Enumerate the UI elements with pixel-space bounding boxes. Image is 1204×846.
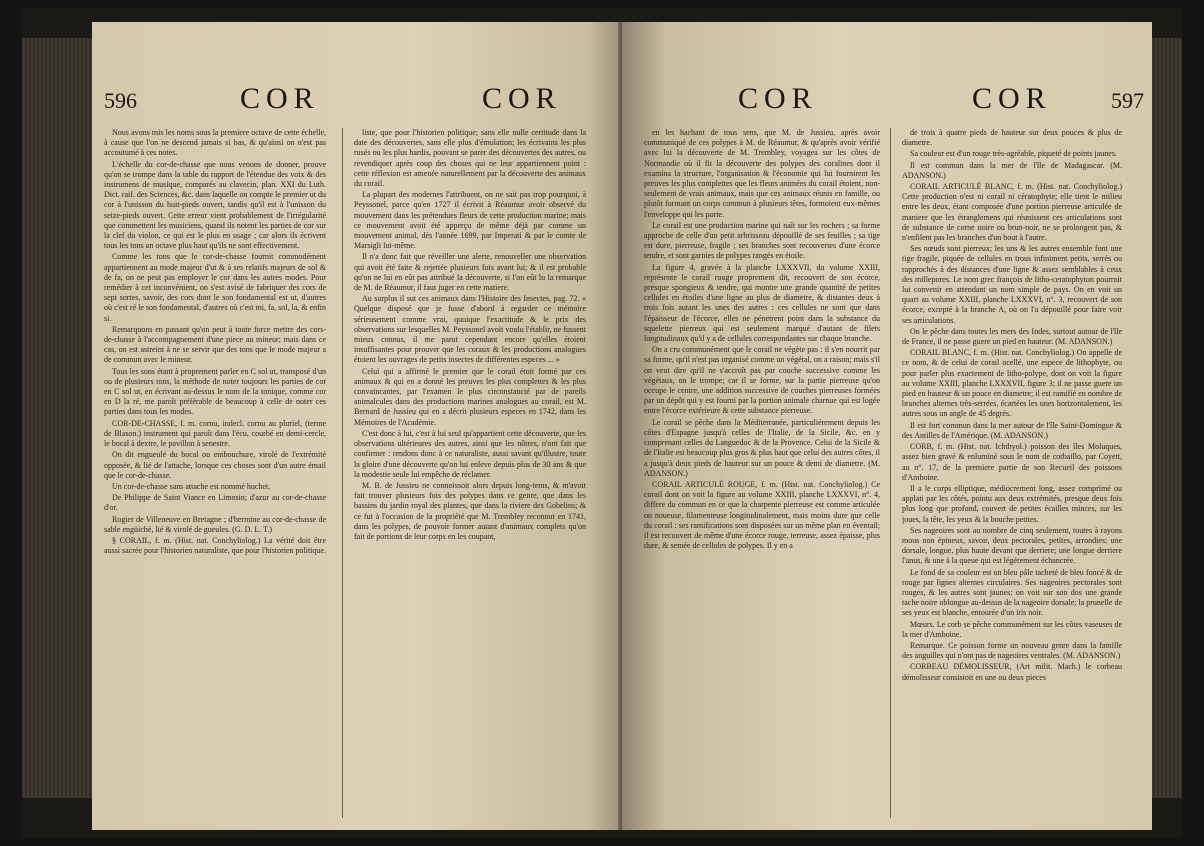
paragraph: Celui qui a affirmé le premier que le corail étoit formé par ces animaux & qui en a donné les preuves les plus complettes & les plus convaincantes, par l'examen le plus circonstancié par de pareils animalcules dans des productions marines analogues au corail, est M. Bernard de Jussieu qui en a décrit plusieurs especes en 1742, dans les Mémoires de l'Académie.: [354, 366, 586, 427]
left-column-divider: [342, 128, 343, 818]
paragraph: Au surplus il sut ces animaux dans l'Histoire des Insectes, pag. 72. « Quelque disposé que je fusse d'abord à regarder ce mémoire sérieusement comme vrai, quoique l'exactitude & le prix des observations sur lesquelles M. Peyssonel avoit voulu l'établir, ne fussent mieux connus, il me parut cependant encore qu'elles étoient insuffisantes pour prouver que les coraux & les productions analogues étoient les ouvrages de petits insectes de différentes especes ... »: [354, 294, 586, 365]
paragraph: Il n'a donc fait que réveiller une alerte, renouveller une observation qui avoit été faite & rejettée plusieurs fois avant lui; & il est probable qu'on ne lui en eût pas attribué la découverte, si l'on eût lu la remarque de M. de Réaumur, il faut juger en cette matiere.: [354, 252, 586, 293]
paragraph: Tous les sons étant à proprement parler en C sol ut, transposé d'un ou de plusieurs tons, la méthode de noter toujours les parties de cor en C sol ut, en écrivant au-dessus le nom de la tonique, comme cor en D la ré, me paroît préférable de beaucoup à celle de noter ces parties dans tous les modes.: [104, 366, 326, 417]
left-page-column-2: [354, 128, 586, 818]
paragraph: Un cor-de-chasse sans attache est nommé huchet.: [112, 481, 271, 491]
paragraph: CORAIL BLANC, f. m. (Hist. nat. Conchyliolog.) On appelle de ce nom, & de celui de corail ocellé, une espece de lithophyte, ou pour parler plus exactement de litho-polype, dont on voit la figure au volume XXIII, planche LXXXVII, figure 3; il ne passe guere un pied en hauteur & un pouce en diametre; il est ramifié en nombre de branches alternes très-serrées, écartées les unes horizontalement, les autres sous un angle de 45 degrés.: [902, 348, 1122, 419]
right-page-header: [622, 82, 1152, 118]
paragraph: La figure 4, gravée à la planche LXXXVII, du volume XXIII, représente le corail rouge proprement dit, recouvert de son écorce, presque spongieux & tendre, qui montre une grande quantité de petites cellules en étoiles d'une ligne au plus de diametre, & distantes deux à trois fois autant les unes des autres : ces cellules ne sont que dans l'épaisseur de l'écorce, elles ne pénetrent point dans la substance du squelette pierreux qui est seulement marqué d'autant de filets longitudinaux qu'il y a de cellules correspondantes sur chaque branche.: [644, 262, 880, 344]
left-page-number: 596: [104, 88, 137, 113]
paragraph: Remarquons en passant qu'on peut à toute force mettre des cors-de-chasse à l'accompagnement d'une piece au mineur; mais dans ce cas, on est astreint à ne se servir que des tons que le mode majeur a de commun avec le mineur.: [104, 324, 326, 365]
paragraph: liste, que pour l'historien politique; sans elle nulle certitude dans la date des découvertes, sans elle plus d'émulation; les écrivains les plus rusés ou les plus hardis, pouvant se parer des découvertes des autres, ou revendiquer après coup des choses qui ne leur appartiennent point : cette réflexion est amenée naturellement par la découverte des animaux du corail.: [354, 128, 586, 189]
paragraph: COR-DE-CHASSE, f. m. cornu, indecl. cornu au pluriel, (terme de Blason.) instrument qui paroît dans l'écu, courbé en demi-cercle, le bocal à dextre, le pavillon à senestre.: [104, 418, 326, 449]
paragraph: Ses nœuds sont pierreux; les uns & les autres ensemble font une tige fragile, piquée de cellules en trous infiniment petits, serrés ou rapprochés à des distances d'une ligne & assez semblables à ceux des millepores. Le nom grec françois de litho-ceratophyton pourroit lui convenir en attendant un nom simple de pays. On en voit un quart au volume XXIII, planche LXXXVI, n°. 3, recouvert de son écorce, excepté à la branche A, où on l'a dépouillé pour faire voir ses articulations.: [902, 244, 1122, 325]
paragraph: Comme les tons que le cor-de-chasse fournit commodément appartiennent au mode majeur d'ut & à ses relatifs majeurs de sol & de fa, on ne peut pas employer le cor dans les autres modes. Pour remédier à cet inconvénient, on s'est avisé de fabriquer des cors de sept sortes, savoir, des cors dont le son fondamental est ut, d'autres où c'est ré le son fondamental, d'autres où c'est mi, fa, sol, la, & enfin si.: [104, 252, 326, 323]
paragraph: Il est fort commun dans la mer autour de l'île Saint-Domingue & des Antilles de l'Amérique. (M. ADANSON.): [902, 420, 1122, 440]
paragraph: De Philippe de Saint Viance en Limosin; d'azur au cor-de-chasse d'or.: [104, 493, 326, 513]
paragraph: On le pêche dans toutes les mers des Indes, surtout autour de l'île de France, il ne passe guere un pied en hauteur. (M. ADANSON.): [902, 326, 1122, 347]
paragraph: On a cru communément que le corail ne végète pas : il s'en nourrit par sa forme, qu'il n'est pas organisé comme un végétal, on a raison; mais s'il on veut dire qu'il ne s'accroît pas par couche successive comme les végétaux, on le trompe; car il se forme, sur la partie pierreuse qu'on occupe le centre, une addition successive de couches pierreuses formées par un dépôt qui y est fourni par la portion animale charnue qui est logée entre l'écorce extérieure & cette substance pierreuse.: [644, 345, 880, 416]
right-page-column-1: [644, 128, 880, 818]
left-page: [92, 22, 632, 830]
paragraph: CORBEAU DÉMOLISSEUR, (Art milit. Mach.) le corbeau démolisseur consistoit en une ou deux pieces: [902, 662, 1122, 682]
paragraph: Nous avons mis les noms sous la premiere octave de cette échelle, à cause que l'on ne descend jamais si bas, & qu'ainsi on n'est pas accoutumé à ces notes.: [104, 128, 326, 158]
paragraph: Remarque. Ce poisson forme un nouveau genre dans la famille des anguilles qui n'ont pas de nageoires ventrales. (M. ADANSON.): [902, 640, 1122, 661]
paragraph: Le corail est une production marine qui naît sur les rochers ; sa forme approche de celle d'un petit arbrisseau dépouillé de ses feuilles ; sa tige est dure, pierreuse, fragile ; ses branches sont recouvertes d'une écorce tendre, et sont garnies de polypes rangés en étoile.: [644, 220, 880, 261]
left-page-edges: [22, 38, 94, 798]
paragraph: Sa couleur est d'un rouge très-agréable, piqueté de points jaunes.: [910, 149, 1117, 159]
right-page-column-2: [902, 128, 1122, 818]
paragraph: La plupart des modernes l'attribuent, on ne sait pas trop pourquoi, à Peyssonel, parce qu'en 1727 il écrivit à Réaumur avoir observé du mouvement dans les prétendues fleurs de cette production marine; mais ce mouvement avoit été apperçu de même déjà par comme un mouvement animal, dès l'année 1699, par Imperati & par le comte de Marsigli lui-même.: [354, 190, 586, 251]
paragraph: Mœurs. Le corb se pêche communément sur les côtes vaseuses de la mer d'Amboine.: [902, 619, 1122, 639]
right-column-divider: [890, 128, 891, 818]
paragraph: Rogier de Villeneuve en Bretagne ; d'hermine au cor-de-chasse de sable engüiché, lié & virolé de gueules. (G. D. L. T.): [104, 514, 326, 534]
left-page-column-1: [104, 128, 326, 818]
right-running-head-1: COR: [738, 82, 818, 115]
paragraph: en les hachant de tous sens, que M. de Jussieu, après avoir communiqué de ces polypes à M. de Réaumur, & qu'après avoir vérifié avec lui la découverte de M. Trembley, voyagea sur les côtes de Normandie où il fit la découverte des polypes des coralines dont il examina la structure, l'organisation & l'économie qui lui fournirent les preuves les plus complettes que les fleurs animées du corail étoient, non-seulement de vrais animaux, mais que ces animaux réunis en famille, ou plutôt formant un corps commun à plusieurs têtes, formoient eux-mêmes l'enveloppe qui les porte.: [644, 128, 880, 219]
paragraph: CORAIL ARTICULÉ ROUGE, f. m. (Hist. nat. Conchyliolog.) Ce corail dont on voit la figure au volume XXIII, planche LXXXVI, n°. 4, differe du commun en ce que la charpente pierreuse est comme articulée ou noueuse, filamenteuse longitudinalement, mais moins dure que celle du corail : ses ramifications sont disposées sur un même plan en éventail; il est recouvert de même d'une écorce rouge, terreuse, assez épaisse, plus dure, & semée de cellules de polypes. Il y en a: [644, 479, 880, 551]
paragraph: Ses nageoires sont au nombre de cinq seulement, toutes à rayons mous non épineux, savoir, deux pectorales, petites, arrondies; une dorsale, longue, plus haute devant que derriere; une longue derriere l'anus, & une à la queue qui est légérement échancrée.: [902, 525, 1122, 566]
right-page-edges: [1150, 38, 1182, 798]
paragraph: Le corail se pêche dans la Méditerranée, particuliérement depuis les côtes d'Espagne jusqu'à celles de l'Italie, de la Sicile, &c. en y comprenant celles du Languedoc & de la Provence. Celui de la Sicile & de l'Italie est beaucoup plus gros & plus haut que celui des autres côtes, il a jusqu'à deux pieds de hauteur sur un pouce & demi de diametre. (M. ADANSON.): [644, 417, 880, 478]
paragraph: C'est donc à lui, c'est à lui seul qu'appartient cette découverte, que les observations ultérieures des autres, ainsi que les nôtres, n'ont fait que confirmer : rendons donc à ce naturaliste, aussi savant qu'illustre, toute la gloire d'une découverte qu'on lui enleve depuis plus de 30 ans & que la modestie seule lui empêche de réclamer.: [354, 428, 586, 479]
paragraph: de trois à quatre pieds de hauteur sur deux pouces & plus de diametre.: [902, 128, 1122, 148]
paragraph: § CORAIL, f. m. (Hist. nat. Conchyliolog.) La vérité doit être aussi sacrée pour l'historien naturaliste, que pour l'historien politique.: [104, 535, 326, 556]
left-running-head-1: COR: [240, 82, 320, 115]
open-book: [22, 8, 1182, 838]
paragraph: Le fond de sa couleur est un bleu pâle tacheté de bleu foncé & de rouge par lignes alternes circulaires. Ses nageoires pectorales sont rouges, & les autres sont jaunes; on voit sur son dos une grande tache noire oblongue au-dessus de la nageoire dorsale; la prunelle de ses yeux est blanche, entourée d'un iris noir.: [902, 567, 1122, 618]
right-running-head-2: COR: [972, 82, 1052, 115]
right-page-number: 597: [1111, 88, 1144, 113]
paragraph: CORB, f. m. (Hist. nat. Ichthyol.) poisson des îles Moluques, assez bien gravé & enluminé sous le nom de corbaillo, par Coyett, au n°. 17, de la premiere partie de son Recueil des poissons d'Amboine.: [902, 442, 1122, 482]
paragraph: L'échelle du cor-de-chasse que nous venons de donner, prouve qu'on se trompe dans la table du rapport de l'étendue des voix & des instrumens de musique, comparés au clavecin, plan. XXI du Luth. Dict. raif. des Sciences, &c. dans laquelle on compte le premier ut du cor à l'unisson du huit-pieds ouvert, tandis qu'il est à l'unisson du seize-pieds ouvert. Cette erreur vient probablement de l'irrégularité que commettent les musiciens, quand ils notent les parties de cor sur la clef du violon, ce qui est le plus en usage ; car alors ils écrivent tous les tons un octave plus haut qu'ils ne sont effectivement.: [104, 159, 326, 251]
paragraph: Il est commun dans la mer de l'île de Madagascar. (M. ADANSON.): [902, 160, 1122, 180]
paragraph: On dit engueulé du bocal ou embouchure, virolé de l'extrémité opposée, & lié de l'attache, lorsque ces choses sont d'un autre émail que le cor-de-chasse.: [104, 450, 326, 480]
paragraph: Il a le corps elliptique, médiocrement long, assez comprimé ou applati par les côtés, pointu aux deux extrémités, presque deux fois plus long que profond, couvert de petites écailles minces, sur les joues, la tête, les yeux & la bouche petites.: [902, 483, 1122, 524]
paragraph: M. B. de Jussieu ne connoissoit alors depuis long-tems, & m'avoit fait trouver plusieurs fois des polypes dans ce genre, que dans les bassins du jardin royal des plantes, que dans la riviere des Gobelins; & ce fut à l'occasion de la propriété que M. Trembley reconnut en 1741, dans les polypes, de pouvoir former autant d'animaux complets qu'on fait de portions de leur corps en les coupant,: [354, 480, 586, 541]
left-running-head-2: COR: [482, 82, 562, 115]
paragraph: CORAIL ARTICULÉ BLANC, f. m. (Hist. nat. Conchyliolog.) Cette production n'est ni corail ni cératophyte; elle tient le milieu entre les deux, étant composée d'une portion pierreuse articulée de maniere que les étranglemens qui réunissent ces articulations sont de substance de corne noire ou brun-noir, ne se prolongent pas, & n'enfilent pas les branches d'un bout à l'autre.: [902, 182, 1122, 243]
right-page: [622, 22, 1152, 830]
left-page-header: [92, 82, 632, 118]
